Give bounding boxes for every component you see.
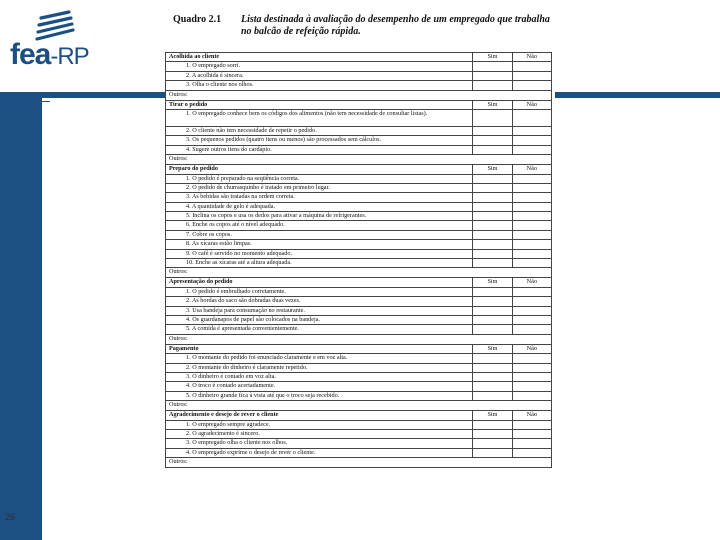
- section-header-row: [166, 278, 552, 287]
- checklist-item-text: 5. O dinheiro grande fica à vista até que o troco seja recebido.: [166, 391, 473, 400]
- yes-header: Sim: [473, 278, 512, 287]
- no-header: Não: [512, 411, 551, 420]
- no-checkbox[interactable]: [512, 363, 551, 372]
- no-checkbox[interactable]: [512, 287, 551, 296]
- no-header: Não: [512, 100, 551, 109]
- yes-checkbox[interactable]: [473, 136, 512, 145]
- other-label: Outros:: [166, 334, 552, 344]
- checklist-table: [165, 52, 552, 468]
- section-title: Preparo do pedido: [166, 165, 473, 174]
- yes-checkbox[interactable]: [473, 325, 512, 334]
- yes-checkbox[interactable]: [473, 62, 512, 71]
- section-title: Acolhida ao cliente: [166, 53, 473, 62]
- no-checkbox[interactable]: [512, 109, 551, 126]
- other-label: Outros:: [166, 268, 552, 278]
- checklist-item-text: 1. O pedido é preparado na seqüência correta.: [166, 174, 473, 183]
- checklist-item-text: 7. Cobre os copos.: [166, 230, 473, 239]
- yes-header: Sim: [473, 344, 512, 353]
- section-header-row: [166, 344, 552, 353]
- section-header-row: [166, 100, 552, 109]
- no-checkbox[interactable]: [512, 145, 551, 154]
- no-checkbox[interactable]: [512, 439, 551, 448]
- checklist-item-text: 1. O empregado sorri.: [166, 62, 473, 71]
- checklist-row: [166, 174, 552, 183]
- section-title: Apresentação do pedido: [166, 278, 473, 287]
- checklist-row: [166, 363, 552, 372]
- no-header: Não: [512, 53, 551, 62]
- checklist-item-text: 3. Olha o cliente nos olhos.: [166, 81, 473, 90]
- no-checkbox[interactable]: [512, 136, 551, 145]
- checklist-row: [166, 391, 552, 400]
- no-checkbox[interactable]: [512, 62, 551, 71]
- caption-title: Lista destinada à avaliação do desempenho de um empregado que trabalha no balcão de refeição rápida.: [241, 14, 550, 37]
- yes-checkbox[interactable]: [473, 420, 512, 429]
- yes-checkbox[interactable]: [473, 363, 512, 372]
- other-row: [166, 268, 552, 278]
- checklist-row: [166, 448, 552, 457]
- yes-checkbox[interactable]: [473, 221, 512, 230]
- no-checkbox[interactable]: [512, 202, 551, 211]
- yes-checkbox[interactable]: [473, 259, 512, 268]
- other-row: [166, 155, 552, 165]
- no-checkbox[interactable]: [512, 240, 551, 249]
- no-header: Não: [512, 165, 551, 174]
- yes-checkbox[interactable]: [473, 183, 512, 192]
- caption: [173, 14, 553, 37]
- no-checkbox[interactable]: [512, 126, 551, 135]
- checklist-item-text: 4. Os guardanapos de papel são colocados na bandeja.: [166, 315, 473, 324]
- no-checkbox[interactable]: [512, 429, 551, 438]
- divider: [28, 101, 50, 102]
- checklist-row: [166, 439, 552, 448]
- checklist-row: [166, 420, 552, 429]
- checklist-item-text: 5. Inclina os copos e usa os dedos para ativar a máquina de refrigerantes.: [166, 212, 473, 221]
- no-checkbox[interactable]: [512, 325, 551, 334]
- checklist-row: [166, 193, 552, 202]
- yes-checkbox[interactable]: [473, 230, 512, 239]
- checklist-row: [166, 249, 552, 258]
- logo-main: fea: [10, 38, 51, 71]
- section-title: Tirar o pedido: [166, 100, 473, 109]
- checklist-item-text: 2. O pedido de churrasquinho é tratado em primeiro lugar.: [166, 183, 473, 192]
- yes-checkbox[interactable]: [473, 448, 512, 457]
- checklist-item-text: 3. O empregado olha o cliente nos olhos.: [166, 439, 473, 448]
- other-row: [166, 334, 552, 344]
- checklist-item-text: 3. Usa bandeja para consumação no restaurante.: [166, 306, 473, 315]
- yes-checkbox[interactable]: [473, 391, 512, 400]
- checklist-row: [166, 429, 552, 438]
- section-title: Pagamento: [166, 344, 473, 353]
- other-row: [166, 90, 552, 100]
- no-checkbox[interactable]: [512, 306, 551, 315]
- checklist-row: [166, 354, 552, 363]
- checklist-item-text: 10. Enche as xícaras até a altura adequada.: [166, 259, 473, 268]
- no-checkbox[interactable]: [512, 448, 551, 457]
- checklist-item-text: 6. Enche os copos até o nível adequado.: [166, 221, 473, 230]
- checklist-item-text: 2. O agradecimento é sincero.: [166, 429, 473, 438]
- no-checkbox[interactable]: [512, 212, 551, 221]
- checklist-row: [166, 109, 552, 126]
- yes-checkbox[interactable]: [473, 109, 512, 126]
- checklist-row: [166, 230, 552, 239]
- yes-checkbox[interactable]: [473, 306, 512, 315]
- no-checkbox[interactable]: [512, 193, 551, 202]
- no-checkbox[interactable]: [512, 391, 551, 400]
- slide-number: 26: [5, 512, 16, 522]
- no-checkbox[interactable]: [512, 249, 551, 258]
- section-header-row: [166, 53, 552, 62]
- yes-checkbox[interactable]: [473, 174, 512, 183]
- checklist-item-text: 4. A quantidade de gelo é adequada.: [166, 202, 473, 211]
- yes-checkbox[interactable]: [473, 212, 512, 221]
- yes-header: Sim: [473, 165, 512, 174]
- yes-checkbox[interactable]: [473, 354, 512, 363]
- checklist-row: [166, 382, 552, 391]
- no-checkbox[interactable]: [512, 315, 551, 324]
- checklist-row: [166, 212, 552, 221]
- other-label: Outros:: [166, 401, 552, 411]
- other-label: Outros:: [166, 90, 552, 100]
- checklist-item-text: 3. As bebidas são tratadas na ordem correta.: [166, 193, 473, 202]
- yes-checkbox[interactable]: [473, 249, 512, 258]
- no-checkbox[interactable]: [512, 174, 551, 183]
- no-checkbox[interactable]: [512, 183, 551, 192]
- yes-checkbox[interactable]: [473, 145, 512, 154]
- caption-number: Quadro 2.1: [173, 14, 222, 25]
- checklist-row: [166, 240, 552, 249]
- yes-checkbox[interactable]: [473, 240, 512, 249]
- no-header: Não: [512, 278, 551, 287]
- yes-header: Sim: [473, 411, 512, 420]
- no-checkbox[interactable]: [512, 382, 551, 391]
- checklist-item-text: 4. O troco é contado acertadamente.: [166, 382, 473, 391]
- yes-checkbox[interactable]: [473, 81, 512, 90]
- section-header-row: [166, 411, 552, 420]
- checklist-row: [166, 287, 552, 296]
- checklist-row: [166, 183, 552, 192]
- checklist-row: [166, 136, 552, 145]
- no-checkbox[interactable]: [512, 81, 551, 90]
- checklist-row: [166, 297, 552, 306]
- no-checkbox[interactable]: [512, 297, 551, 306]
- checklist-item-text: 1. O pedido é embrulhado corretamente.: [166, 287, 473, 296]
- logo: [0, 0, 165, 92]
- logo-suffix: -RP: [50, 43, 89, 70]
- yes-header: Sim: [473, 53, 512, 62]
- checklist-item-text: 9. O café é servido no momento adequado.: [166, 249, 473, 258]
- checklist-row: [166, 306, 552, 315]
- checklist-item-text: 4. Sugere outros itens do cardápio.: [166, 145, 473, 154]
- yes-checkbox[interactable]: [473, 287, 512, 296]
- checklist-item-text: 1. O montante do pedido foi enunciado claramente e em voz alta.: [166, 354, 473, 363]
- checklist-item-text: 1. O empregado sempre agradece.: [166, 420, 473, 429]
- no-checkbox[interactable]: [512, 372, 551, 381]
- checklist-row: [166, 372, 552, 381]
- checklist-item-text: 2. O montante do dinheiro é claramente repetido.: [166, 363, 473, 372]
- checklist-item-text: 4. O empregado exprime o desejo de rever o cliente.: [166, 448, 473, 457]
- other-label: Outros:: [166, 458, 552, 468]
- yes-checkbox[interactable]: [473, 193, 512, 202]
- section-title: Agradecimento e desejo de rever o cliente: [166, 411, 473, 420]
- yes-checkbox[interactable]: [473, 71, 512, 80]
- checklist-row: [166, 221, 552, 230]
- checklist-row: [166, 315, 552, 324]
- yes-checkbox[interactable]: [473, 382, 512, 391]
- section-header-row: [166, 165, 552, 174]
- checklist-row: [166, 202, 552, 211]
- checklist-item-text: 3. O dinheiro é contado em voz alta.: [166, 372, 473, 381]
- no-checkbox[interactable]: [512, 71, 551, 80]
- checklist-item-text: 1. O empregado conhece bem os códigos dos alimentos (não tem necessidade de consultar listas).: [166, 109, 473, 126]
- checklist-item-text: 2. O cliente não tem necessidade de repetir o pedido.: [166, 126, 473, 135]
- logo-text: [10, 38, 89, 72]
- checklist-row: [166, 325, 552, 334]
- yes-checkbox[interactable]: [473, 297, 512, 306]
- checklist-row: [166, 62, 552, 71]
- checklist-row: [166, 81, 552, 90]
- no-checkbox[interactable]: [512, 230, 551, 239]
- yes-checkbox[interactable]: [473, 126, 512, 135]
- yes-checkbox[interactable]: [473, 429, 512, 438]
- checklist-row: [166, 259, 552, 268]
- document-page: [165, 0, 555, 540]
- checklist-row: [166, 145, 552, 154]
- yes-checkbox[interactable]: [473, 439, 512, 448]
- checklist-item-text: 8. As xícaras estão limpas.: [166, 240, 473, 249]
- other-row: [166, 401, 552, 411]
- checklist-item-text: 3. Os pequenos pedidos (quatro itens ou menos) são processados sem cálculos.: [166, 136, 473, 145]
- checklist-item-text: 5. A comida é apresentada convenientemente.: [166, 325, 473, 334]
- no-checkbox[interactable]: [512, 420, 551, 429]
- checklist-row: [166, 71, 552, 80]
- yes-checkbox[interactable]: [473, 202, 512, 211]
- checklist-item-text: 2. A acolhida é sincera.: [166, 71, 473, 80]
- yes-header: Sim: [473, 100, 512, 109]
- yes-checkbox[interactable]: [473, 372, 512, 381]
- checklist-item-text: 2. As bordas do saco são dobradas duas vezes.: [166, 297, 473, 306]
- checklist-row: [166, 126, 552, 135]
- yes-checkbox[interactable]: [473, 315, 512, 324]
- no-checkbox[interactable]: [512, 221, 551, 230]
- no-header: Não: [512, 344, 551, 353]
- no-checkbox[interactable]: [512, 259, 551, 268]
- other-row: [166, 458, 552, 468]
- no-checkbox[interactable]: [512, 354, 551, 363]
- other-label: Outros:: [166, 155, 552, 165]
